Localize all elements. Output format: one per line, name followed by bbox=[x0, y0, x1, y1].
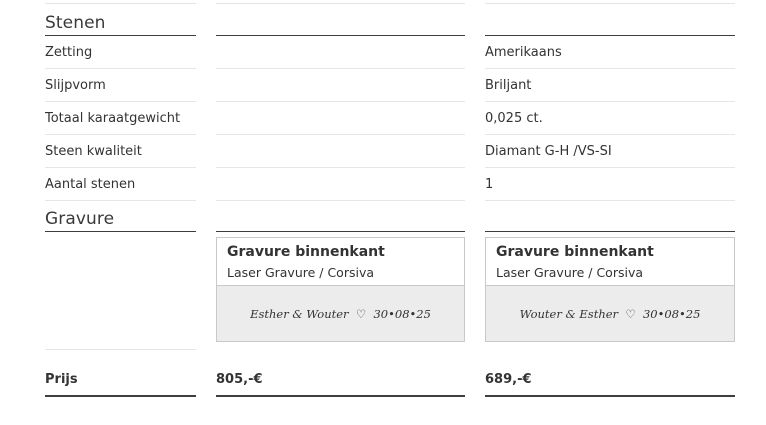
section-rule bbox=[216, 231, 465, 232]
row-value-b: 0,025 ct. bbox=[485, 102, 735, 135]
row-value-b: Amerikaans bbox=[485, 36, 735, 69]
row-label: Aantal stenen bbox=[45, 168, 196, 201]
row-label: Totaal karaatgewicht bbox=[45, 102, 196, 135]
row-label: Zetting bbox=[45, 36, 196, 69]
price-rule bbox=[485, 395, 735, 397]
engraving-title: Gravure binnenkant bbox=[227, 244, 385, 260]
engraving-box-b bbox=[485, 237, 735, 342]
row-value-a bbox=[216, 135, 465, 168]
row-divider bbox=[45, 349, 196, 350]
row-value-a bbox=[216, 168, 465, 201]
row-label: Slijpvorm bbox=[45, 69, 196, 102]
price-label: Prijs bbox=[45, 372, 78, 387]
row-value-a bbox=[216, 69, 465, 102]
row-value-b: Diamant G-H /VS-SI bbox=[485, 135, 735, 168]
section-rule bbox=[485, 231, 735, 232]
engraving-subtitle: Laser Gravure / Corsiva bbox=[227, 265, 375, 280]
section-title-stones: Stenen bbox=[45, 13, 106, 33]
engraving-preview: Esther & Wouter ♡ 30•08•25 bbox=[217, 285, 464, 341]
engraving-subtitle: Laser Gravure / Corsiva bbox=[496, 265, 644, 280]
row-value-a bbox=[216, 36, 465, 69]
price-rule bbox=[45, 395, 196, 397]
row-label: Steen kwaliteit bbox=[45, 135, 196, 168]
section-title-engraving: Gravure bbox=[45, 209, 115, 229]
engraving-box-a bbox=[216, 237, 465, 342]
row-value-b: Briljant bbox=[485, 69, 735, 102]
row-value-a bbox=[216, 102, 465, 135]
row-value-b: 1 bbox=[485, 168, 735, 201]
top-divider bbox=[216, 3, 465, 4]
price-value-b: 689,-€ bbox=[485, 372, 532, 387]
price-value-a: 805,-€ bbox=[216, 372, 263, 387]
price-rule bbox=[216, 395, 465, 397]
engraving-title: Gravure binnenkant bbox=[496, 244, 654, 260]
top-divider bbox=[45, 3, 196, 4]
engraving-preview: Wouter & Esther ♡ 30•08•25 bbox=[486, 285, 734, 341]
section-rule bbox=[45, 231, 196, 232]
top-divider bbox=[485, 3, 735, 4]
